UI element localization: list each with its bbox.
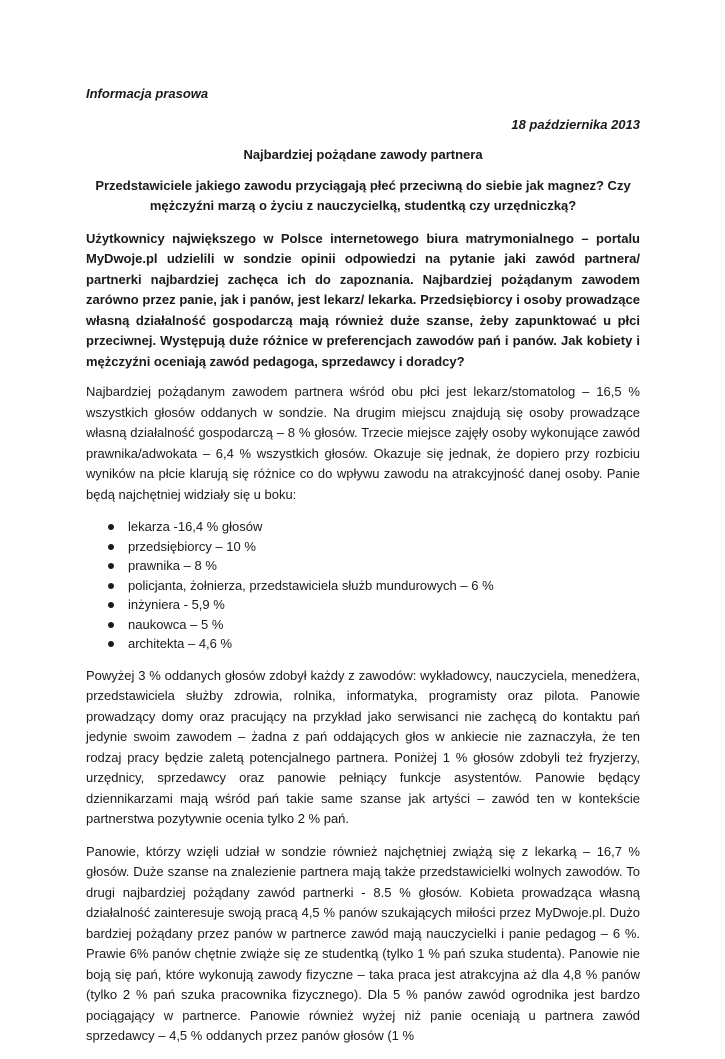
body-paragraph-2: Powyżej 3 % oddanych głosów zdobył każdy z zawodów: wykładowcy, nauczyciela, menedżera, przedstawiciela służby zdrowia, rolnika, informatyka, programisty oraz pilota. Panowie prowadzący domy oraz pracujący na przykład jako serwisanci nie zachęcą do kontaktu pań jedynie swoim zawodem – żadna z pań oddających głos w ankiecie nie zaznaczyła, że ten rodzaj pracy będzie zaletą potencjalnego partnera. Poniżej 1 % głosów zdobyli też fryzjerzy, urzędnicy, sprzedawcy oraz panowie pełniący funkcje asystentów. Panowie będący dziennikarzami mają wśród pań takie same szanse jak artyści – zawód ten w kontekście partnerstwa pozytywnie ocenia tylko 2 % pań.: [86, 667, 640, 826]
lead-paragraph: Użytkownicy największego w Polsce internetowego biura matrymonialnego – portalu MyDwoje.pl udzielili w sondzie opinii odpowiedzi na pytanie jaki zawód partnera/ partnerki najbardziej zachęca ich do zapoznania. Najbardziej pożądanym zawodem zarówno przez panie, jak i panów, jest lekarz/ lekarka. Przedsiębiorcy i osoby prowadzące własną działalność gospodarczą mają również duże szanse, żeby zapunktować u płci przeciwnej. Występują duże różnice w preferencjach zawodów pań i panów. Jak kobiety i mężczyźni oceniają zawód pedagoga, sprzedawcy i doradcy?: [86, 230, 640, 369]
list-item-text: inżyniera - 5,9 %: [128, 597, 225, 612]
bullet-icon: [108, 583, 114, 589]
list-item-text: policjanta, żołnierza, przedstawiciela służb mundurowych – 6 %: [128, 577, 494, 593]
bullet-icon: [108, 524, 114, 530]
list-item: [108, 615, 640, 635]
document-type-label: Informacja prasowa: [86, 86, 209, 101]
body-paragraph-3: Panowie, którzy wzięli udział w sondzie również najchętniej zwiążą się z lekarką – 16,7 % głosów. Duże szanse na znalezienie partnera mają także przedstawicielki wolnych zawodów. To drugi najbardziej pożądany zawód partnerki - 8.5 % głosów. Kobieta prowadząca własną działalność zainteresuje swoją pracą 4,5 % panów szukających miłości przez MyDwoje.pl. Dużo bardziej pożądany przez panów w partnerce zawód mają nauczycielki i panie pedagog – 6 %. Prawie 6% panów chętnie zwiąże się ze studentką (tylko 1 % pań szuka studenta). Panowie nie boją się pań, które wykonują zawody fizyczne – taka praca jest atrakcyjna aż dla 4,8 % panów (tylko 2 % pań szuka pracownika fizycznego). Dla 5 % panów zawód ogrodnika jest bardzo pociągający w partnerce. Panowie również wyżej niż panie oceniają u partnera zawód sprzedawcy – 4,5 % oddanych przez panów głosów (1 %: [86, 843, 640, 1043]
list-item: [108, 595, 640, 615]
bullet-icon: [108, 544, 114, 550]
list-item: [108, 556, 640, 576]
list-item-text: prawnika – 8 %: [128, 558, 217, 573]
release-date: 18 października 2013: [511, 116, 640, 132]
list-item: [108, 634, 640, 654]
profession-list: [86, 517, 640, 654]
bullet-icon: [108, 602, 114, 608]
bullet-icon: [108, 641, 114, 647]
list-item-text: naukowca – 5 %: [128, 616, 224, 632]
list-item-text: przedsiębiorcy – 10 %: [128, 538, 256, 554]
bullet-icon: [108, 563, 114, 569]
page-subtitle: Przedstawiciele jakiego zawodu przyciągają płeć przeciwną do siebie jak magnez? Czy mężczyźni marzą o życiu z nauczycielką, studentką czy urzędniczką?: [95, 177, 631, 213]
list-item: [108, 517, 640, 537]
list-item: [108, 576, 640, 596]
body-paragraph-1: Najbardziej pożądanym zawodem partnera wśród obu płci jest lekarz/stomatolog – 16,5 % wszystkich głosów oddanych w sondzie. Na drugim miejscu znajdują się osoby prowadzące własną działalność gospodarczą – 8 % głosów. Trzecie miejsce zajęły osoby wykonujące zawód prawnika/adwokata – 6,4 % wszystkich głosów. Okazuje się jednak, że dopiero przy rozbiciu wyników na płcie klarują się różnice co do wpływu zawodu na atrakcyjność danej osoby. Panie będą najchętniej widziały się u boku:: [86, 384, 640, 502]
bullet-icon: [108, 622, 114, 628]
list-item-text: lekarza -16,4 % głosów: [128, 519, 263, 534]
list-item: [108, 537, 640, 557]
page-title: Najbardziej pożądane zawody partnera: [243, 147, 483, 162]
list-item-text: architekta – 4,6 %: [128, 636, 233, 651]
press-release-document: [86, 84, 640, 1059]
